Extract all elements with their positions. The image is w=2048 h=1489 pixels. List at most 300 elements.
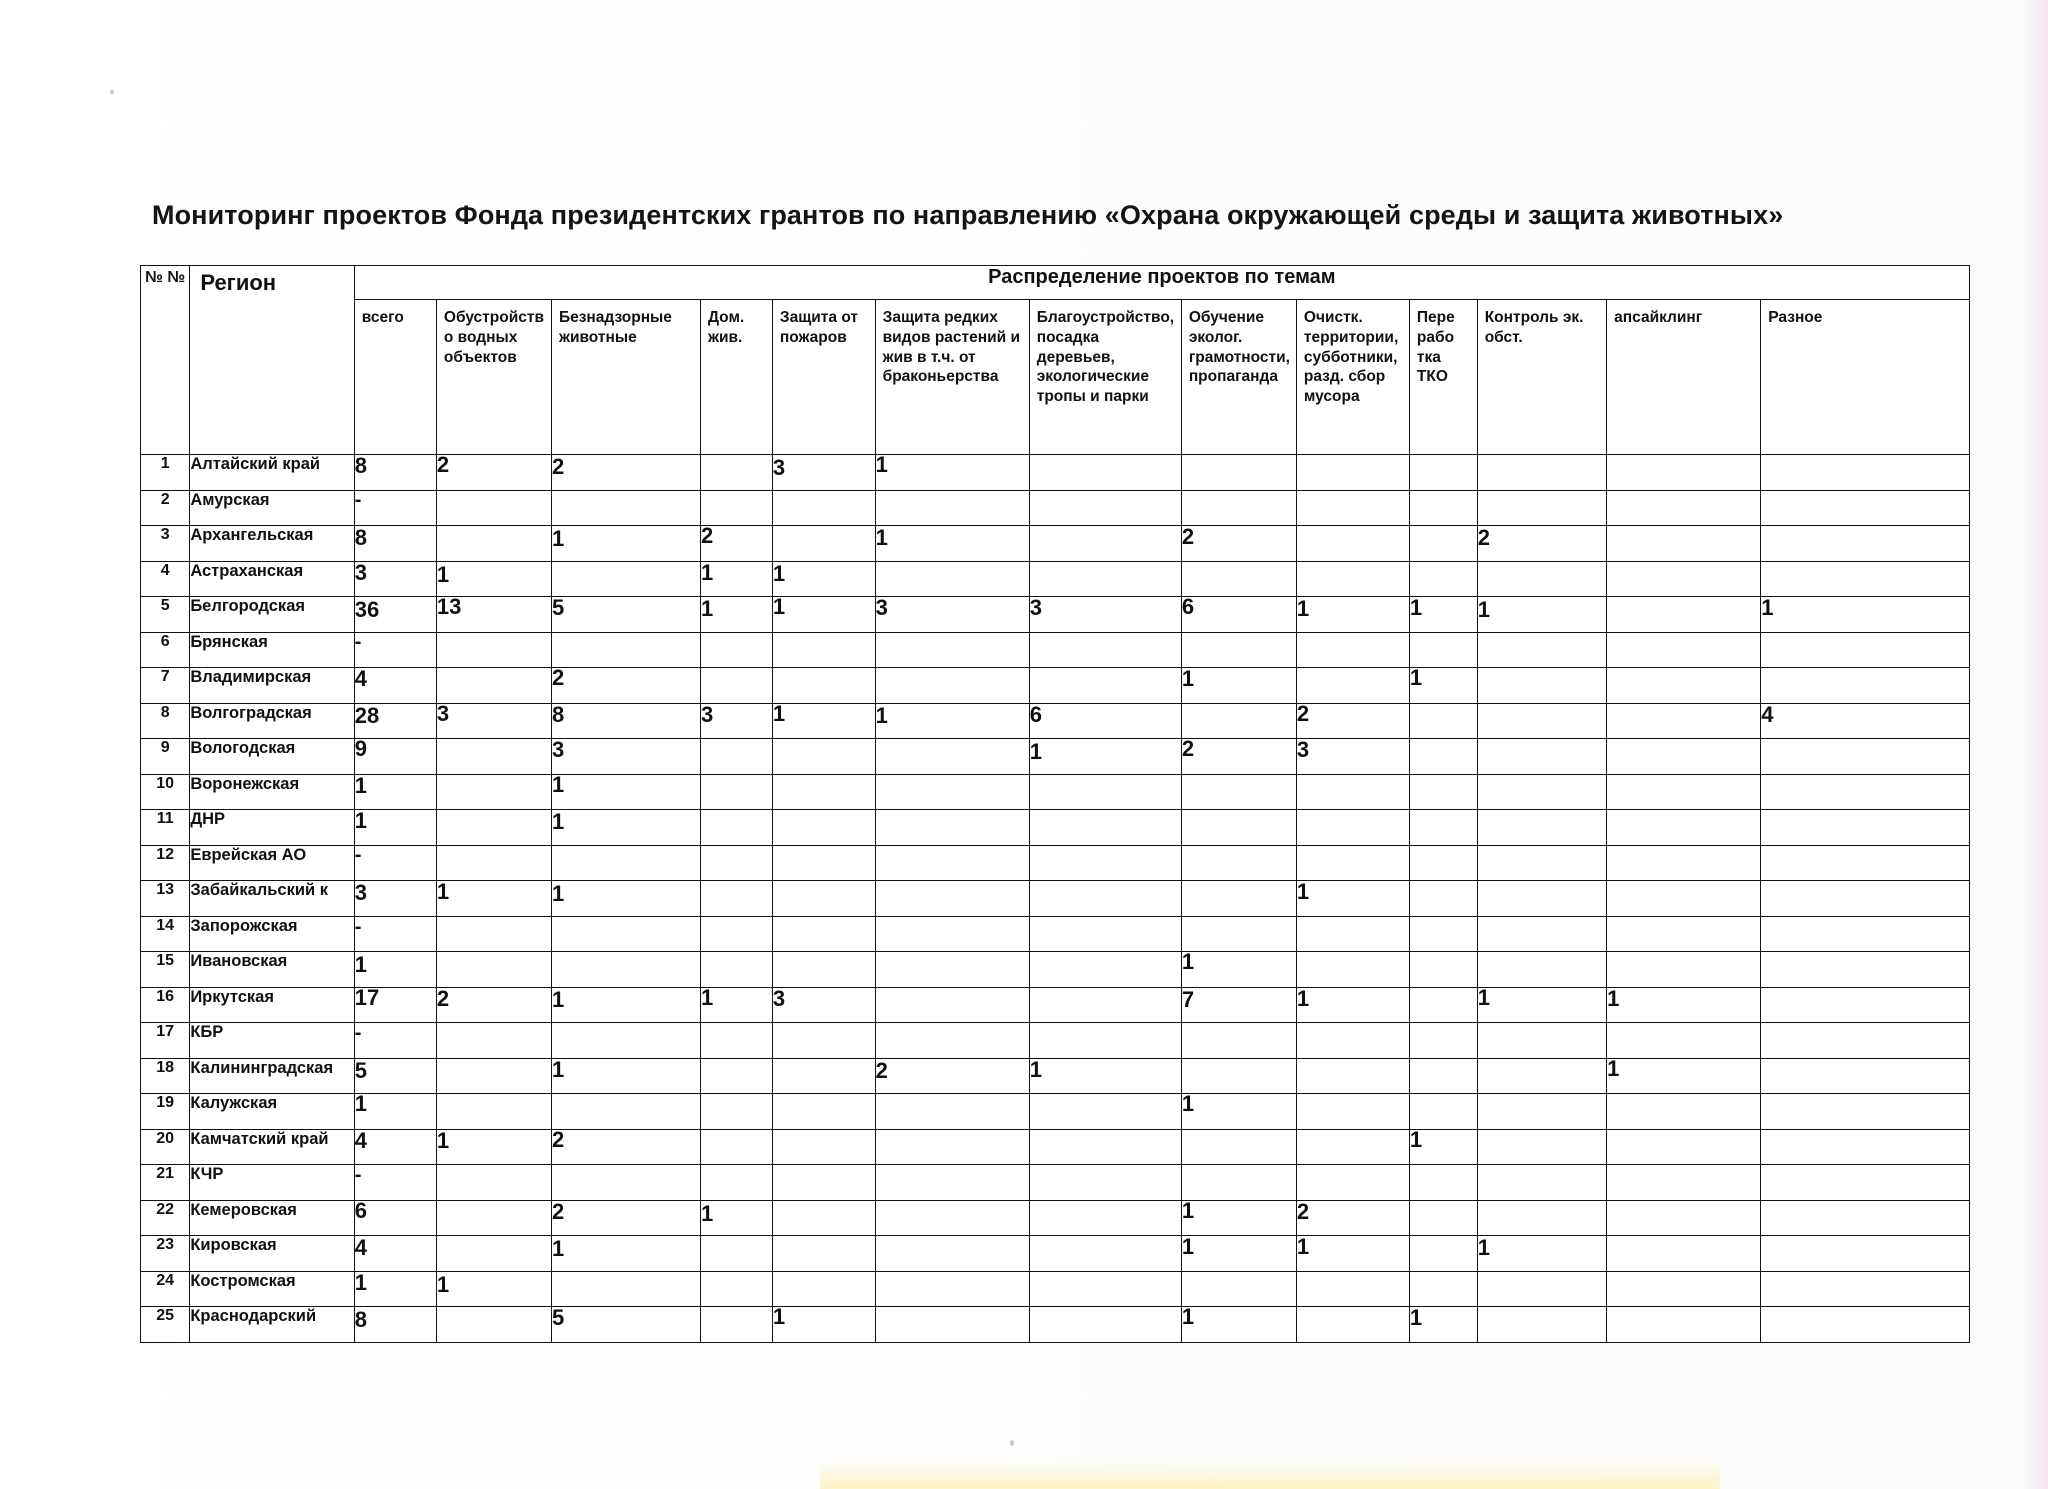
cell-fire: 1 — [772, 703, 875, 739]
cell-stray: 1 — [551, 774, 700, 810]
cell-misc — [1761, 987, 1970, 1023]
cell-dom: 1 — [700, 987, 772, 1023]
table-row — [141, 774, 1970, 810]
cell-fire — [772, 1023, 875, 1059]
cell-fire: 3 — [772, 455, 875, 491]
column-header-fire-label: Защита от пожаров — [779, 309, 859, 346]
cell-edu — [1181, 1129, 1296, 1165]
cell-upcycling — [1607, 597, 1761, 633]
cell-dom — [700, 1094, 772, 1130]
cell-land — [1029, 1236, 1181, 1272]
row-number: 23 — [141, 1236, 190, 1272]
cell-rare: 2 — [875, 1058, 1029, 1094]
scan-speck — [110, 90, 114, 94]
cell-rare — [875, 1271, 1029, 1307]
cell-stray: 5 — [551, 597, 700, 633]
cell-tko: 1 — [1409, 597, 1477, 633]
cell-water — [436, 916, 551, 952]
cell-land: 6 — [1029, 703, 1181, 739]
cell-total: 3 — [354, 561, 436, 597]
cell-rare — [875, 632, 1029, 668]
cell-misc — [1761, 632, 1970, 668]
table-row — [141, 810, 1970, 846]
column-header-region-label: Регион — [200, 270, 277, 295]
cell-upcycling — [1607, 1236, 1761, 1272]
cell-tko — [1409, 1058, 1477, 1094]
cell-clean — [1296, 490, 1409, 526]
cell-misc — [1761, 774, 1970, 810]
cell-dom — [700, 916, 772, 952]
cell-edu: 2 — [1181, 739, 1296, 775]
cell-rare — [875, 987, 1029, 1023]
cell-upcycling — [1607, 916, 1761, 952]
cell-tko — [1409, 1023, 1477, 1059]
monitoring-table — [140, 265, 1970, 1343]
cell-tko — [1409, 916, 1477, 952]
cell-edu: 1 — [1181, 1236, 1296, 1272]
cell-tko — [1409, 703, 1477, 739]
row-number: 15 — [141, 952, 190, 988]
cell-upcycling — [1607, 952, 1761, 988]
cell-clean — [1296, 561, 1409, 597]
cell-tko: 1 — [1409, 668, 1477, 704]
cell-rare — [875, 1307, 1029, 1343]
cell-upcycling — [1607, 845, 1761, 881]
cell-rare — [875, 1129, 1029, 1165]
cell-clean: 1 — [1296, 1236, 1409, 1272]
cell-stray: 5 — [551, 1307, 700, 1343]
cell-upcycling — [1607, 490, 1761, 526]
cell-fire — [772, 952, 875, 988]
cell-dom — [700, 810, 772, 846]
cell-edu: 1 — [1181, 1094, 1296, 1130]
cell-total: 1 — [354, 810, 436, 846]
cell-clean — [1296, 668, 1409, 704]
cell-land: 3 — [1029, 597, 1181, 633]
cell-fire — [772, 668, 875, 704]
cell-rare — [875, 1023, 1029, 1059]
cell-control — [1477, 561, 1606, 597]
table-row — [141, 845, 1970, 881]
cell-water: 2 — [436, 987, 551, 1023]
table-row — [141, 632, 1970, 668]
cell-misc — [1761, 668, 1970, 704]
cell-water — [436, 845, 551, 881]
column-group-header-themes-label: Распределение проектов по темам — [988, 266, 1336, 288]
column-header-no — [141, 266, 190, 455]
row-number: 22 — [141, 1200, 190, 1236]
cell-dom — [700, 1165, 772, 1201]
table-row — [141, 668, 1970, 704]
cell-dom: 1 — [700, 561, 772, 597]
region-name: Белгородская — [190, 597, 354, 633]
cell-rare — [875, 881, 1029, 917]
row-number: 25 — [141, 1307, 190, 1343]
cell-clean: 2 — [1296, 1200, 1409, 1236]
cell-clean: 1 — [1296, 987, 1409, 1023]
cell-stray: 2 — [551, 455, 700, 491]
region-name: Амурская — [190, 490, 354, 526]
region-name: Алтайский край — [190, 455, 354, 491]
cell-tko — [1409, 1200, 1477, 1236]
cell-upcycling: 1 — [1607, 1058, 1761, 1094]
cell-edu: 1 — [1181, 1200, 1296, 1236]
cell-edu — [1181, 1023, 1296, 1059]
cell-total: 8 — [354, 526, 436, 562]
cell-clean — [1296, 952, 1409, 988]
row-number: 13 — [141, 881, 190, 917]
cell-water — [436, 774, 551, 810]
cell-control — [1477, 703, 1606, 739]
cell-tko — [1409, 1236, 1477, 1272]
table-row — [141, 1165, 1970, 1201]
cell-total: 4 — [354, 1129, 436, 1165]
cell-water: 2 — [436, 455, 551, 491]
cell-land — [1029, 916, 1181, 952]
cell-tko: 1 — [1409, 1129, 1477, 1165]
cell-total: - — [354, 916, 436, 952]
cell-misc — [1761, 1129, 1970, 1165]
cell-rare — [875, 490, 1029, 526]
cell-upcycling — [1607, 1307, 1761, 1343]
row-number: 1 — [141, 455, 190, 491]
cell-tko: 1 — [1409, 1307, 1477, 1343]
cell-land — [1029, 987, 1181, 1023]
cell-upcycling — [1607, 1094, 1761, 1130]
table-header-top-row — [141, 266, 1970, 300]
cell-dom — [700, 1023, 772, 1059]
cell-misc — [1761, 952, 1970, 988]
cell-misc — [1761, 1165, 1970, 1201]
cell-control — [1477, 810, 1606, 846]
cell-dom — [700, 490, 772, 526]
column-header-clean — [1296, 300, 1409, 455]
column-header-upcycling-label: апсайклинг — [1614, 309, 1703, 326]
cell-clean: 3 — [1296, 739, 1409, 775]
scan-speck — [1010, 1440, 1014, 1446]
cell-misc: 4 — [1761, 703, 1970, 739]
column-group-header-themes — [354, 266, 1969, 300]
cell-edu — [1181, 916, 1296, 952]
cell-edu: 7 — [1181, 987, 1296, 1023]
cell-misc — [1761, 881, 1970, 917]
cell-water — [436, 1094, 551, 1130]
cell-dom — [700, 952, 772, 988]
table-row — [141, 1058, 1970, 1094]
table-row — [141, 1307, 1970, 1343]
cell-edu: 1 — [1181, 1307, 1296, 1343]
cell-dom — [700, 1129, 772, 1165]
cell-upcycling — [1607, 1165, 1761, 1201]
cell-total: - — [354, 1023, 436, 1059]
column-header-control — [1477, 300, 1606, 455]
cell-upcycling — [1607, 739, 1761, 775]
table-header-sub-row — [141, 300, 1970, 455]
region-name: ДНР — [190, 810, 354, 846]
cell-land — [1029, 1165, 1181, 1201]
row-number: 7 — [141, 668, 190, 704]
column-header-dom-label: Дом. жив. — [707, 309, 745, 346]
cell-land: 1 — [1029, 1058, 1181, 1094]
cell-fire: 3 — [772, 987, 875, 1023]
cell-tko — [1409, 561, 1477, 597]
cell-control — [1477, 1307, 1606, 1343]
cell-land — [1029, 1200, 1181, 1236]
region-name: Кировская — [190, 1236, 354, 1272]
cell-control — [1477, 632, 1606, 668]
column-header-control-label: Контроль эк. обст. — [1484, 309, 1584, 346]
cell-water — [436, 668, 551, 704]
cell-total: 36 — [354, 597, 436, 633]
row-number: 8 — [141, 703, 190, 739]
region-name: Воронежская — [190, 774, 354, 810]
row-number: 11 — [141, 810, 190, 846]
cell-stray — [551, 561, 700, 597]
cell-stray: 1 — [551, 881, 700, 917]
row-number: 19 — [141, 1094, 190, 1130]
table-row — [141, 526, 1970, 562]
cell-rare: 3 — [875, 597, 1029, 633]
column-header-region — [190, 266, 354, 455]
cell-rare: 1 — [875, 526, 1029, 562]
region-name: Еврейская АО — [190, 845, 354, 881]
cell-total: - — [354, 1165, 436, 1201]
cell-edu: 1 — [1181, 952, 1296, 988]
cell-dom — [700, 845, 772, 881]
cell-misc — [1761, 561, 1970, 597]
cell-dom — [700, 1236, 772, 1272]
cell-edu — [1181, 490, 1296, 526]
cell-clean — [1296, 1271, 1409, 1307]
row-number: 3 — [141, 526, 190, 562]
cell-rare — [875, 952, 1029, 988]
cell-water: 1 — [436, 881, 551, 917]
cell-control — [1477, 1271, 1606, 1307]
cell-dom — [700, 455, 772, 491]
cell-control — [1477, 668, 1606, 704]
cell-stray: 2 — [551, 1200, 700, 1236]
cell-land: 1 — [1029, 739, 1181, 775]
column-header-water — [436, 300, 551, 455]
cell-control — [1477, 1023, 1606, 1059]
monitoring-table-wrapper — [140, 265, 1970, 1343]
row-number: 5 — [141, 597, 190, 633]
cell-water: 1 — [436, 1129, 551, 1165]
cell-misc — [1761, 1271, 1970, 1307]
region-name: Брянская — [190, 632, 354, 668]
column-header-land — [1029, 300, 1181, 455]
cell-control: 2 — [1477, 526, 1606, 562]
cell-stray: 1 — [551, 1236, 700, 1272]
column-header-fire — [772, 300, 875, 455]
region-name: Владимирская — [190, 668, 354, 704]
table-row — [141, 1236, 1970, 1272]
cell-fire: 1 — [772, 597, 875, 633]
cell-stray: 8 — [551, 703, 700, 739]
cell-fire — [772, 490, 875, 526]
cell-edu — [1181, 810, 1296, 846]
cell-fire — [772, 881, 875, 917]
cell-upcycling — [1607, 1200, 1761, 1236]
cell-fire — [772, 774, 875, 810]
cell-misc — [1761, 455, 1970, 491]
cell-stray: 3 — [551, 739, 700, 775]
cell-stray — [551, 490, 700, 526]
cell-tko — [1409, 526, 1477, 562]
region-name: Костромская — [190, 1271, 354, 1307]
cell-dom — [700, 739, 772, 775]
region-name: Ивановская — [190, 952, 354, 988]
cell-land — [1029, 881, 1181, 917]
cell-stray — [551, 1094, 700, 1130]
region-name: КБР — [190, 1023, 354, 1059]
cell-upcycling — [1607, 881, 1761, 917]
column-header-clean-label: Очистк. территории, субботники, разд. сбор мусора — [1303, 309, 1399, 406]
cell-water: 1 — [436, 1271, 551, 1307]
column-header-land-label: Благоустройство, посадка деревьев, экологические тропы и парки — [1036, 309, 1175, 406]
cell-misc — [1761, 1023, 1970, 1059]
cell-stray: 1 — [551, 810, 700, 846]
cell-dom — [700, 632, 772, 668]
table-row — [141, 881, 1970, 917]
region-name: Вологодская — [190, 739, 354, 775]
region-name: Забайкальский к — [190, 881, 354, 917]
cell-control — [1477, 1129, 1606, 1165]
cell-dom — [700, 881, 772, 917]
cell-control: 1 — [1477, 987, 1606, 1023]
cell-rare — [875, 561, 1029, 597]
cell-total: 1 — [354, 952, 436, 988]
cell-control — [1477, 774, 1606, 810]
cell-upcycling — [1607, 526, 1761, 562]
cell-misc — [1761, 1236, 1970, 1272]
cell-clean — [1296, 1165, 1409, 1201]
region-name: Запорожская — [190, 916, 354, 952]
row-number: 16 — [141, 987, 190, 1023]
cell-water: 3 — [436, 703, 551, 739]
table-row — [141, 703, 1970, 739]
cell-land — [1029, 845, 1181, 881]
table-row — [141, 490, 1970, 526]
cell-clean — [1296, 1023, 1409, 1059]
cell-clean — [1296, 1307, 1409, 1343]
cell-clean — [1296, 774, 1409, 810]
cell-tko — [1409, 739, 1477, 775]
cell-rare — [875, 1165, 1029, 1201]
cell-misc — [1761, 1094, 1970, 1130]
table-row — [141, 1271, 1970, 1307]
row-number: 12 — [141, 845, 190, 881]
table-row — [141, 739, 1970, 775]
cell-stray: 1 — [551, 1058, 700, 1094]
column-header-rare-label: Защита редких видов растений и жив в т.ч. от браконьерства — [882, 309, 1020, 386]
cell-control — [1477, 1165, 1606, 1201]
row-number: 9 — [141, 739, 190, 775]
cell-edu — [1181, 1271, 1296, 1307]
cell-stray — [551, 1271, 700, 1307]
cell-clean: 1 — [1296, 597, 1409, 633]
table-row — [141, 952, 1970, 988]
cell-rare — [875, 668, 1029, 704]
cell-total: 5 — [354, 1058, 436, 1094]
cell-dom: 2 — [700, 526, 772, 562]
cell-upcycling — [1607, 668, 1761, 704]
region-name: Краснодарский — [190, 1307, 354, 1343]
column-header-water-label: Обустройство водных объектов — [443, 309, 544, 366]
column-header-total — [354, 300, 436, 455]
cell-clean — [1296, 455, 1409, 491]
cell-dom — [700, 1271, 772, 1307]
column-header-tko-label: Пере рабо тка ТКО — [1416, 309, 1455, 386]
cell-control — [1477, 881, 1606, 917]
column-header-misc — [1761, 300, 1970, 455]
cell-total: 17 — [354, 987, 436, 1023]
cell-tko — [1409, 845, 1477, 881]
cell-rare — [875, 1236, 1029, 1272]
row-number: 2 — [141, 490, 190, 526]
table-row — [141, 1094, 1970, 1130]
cell-water: 13 — [436, 597, 551, 633]
cell-tko — [1409, 881, 1477, 917]
cell-water — [436, 1058, 551, 1094]
cell-rare — [875, 774, 1029, 810]
column-header-edu-label: Обучение эколог. грамотности, пропаганда — [1188, 309, 1290, 386]
cell-edu — [1181, 1165, 1296, 1201]
cell-rare — [875, 1200, 1029, 1236]
cell-rare — [875, 1094, 1029, 1130]
cell-dom — [700, 1058, 772, 1094]
row-number: 10 — [141, 774, 190, 810]
cell-total: - — [354, 845, 436, 881]
cell-land — [1029, 810, 1181, 846]
cell-tko — [1409, 987, 1477, 1023]
cell-edu: 2 — [1181, 526, 1296, 562]
cell-clean — [1296, 810, 1409, 846]
cell-tko — [1409, 1094, 1477, 1130]
region-name: Калужская — [190, 1094, 354, 1130]
cell-rare — [875, 845, 1029, 881]
cell-water — [436, 810, 551, 846]
cell-total: 3 — [354, 881, 436, 917]
table-row — [141, 916, 1970, 952]
cell-land — [1029, 632, 1181, 668]
cell-upcycling — [1607, 1129, 1761, 1165]
cell-edu: 6 — [1181, 597, 1296, 633]
cell-fire — [772, 1129, 875, 1165]
cell-control — [1477, 455, 1606, 491]
cell-fire: 1 — [772, 1307, 875, 1343]
cell-clean — [1296, 526, 1409, 562]
cell-stray: 1 — [551, 987, 700, 1023]
cell-dom: 3 — [700, 703, 772, 739]
cell-upcycling — [1607, 810, 1761, 846]
table-row — [141, 1129, 1970, 1165]
cell-stray — [551, 1165, 700, 1201]
cell-edu — [1181, 881, 1296, 917]
table-row — [141, 597, 1970, 633]
region-name: КЧР — [190, 1165, 354, 1201]
cell-total: - — [354, 490, 436, 526]
cell-land — [1029, 455, 1181, 491]
cell-water — [436, 632, 551, 668]
cell-stray: 2 — [551, 1129, 700, 1165]
cell-tko — [1409, 455, 1477, 491]
cell-misc — [1761, 1058, 1970, 1094]
cell-stray — [551, 1023, 700, 1059]
cell-control — [1477, 490, 1606, 526]
column-header-upcycling — [1607, 300, 1761, 455]
cell-clean — [1296, 1094, 1409, 1130]
